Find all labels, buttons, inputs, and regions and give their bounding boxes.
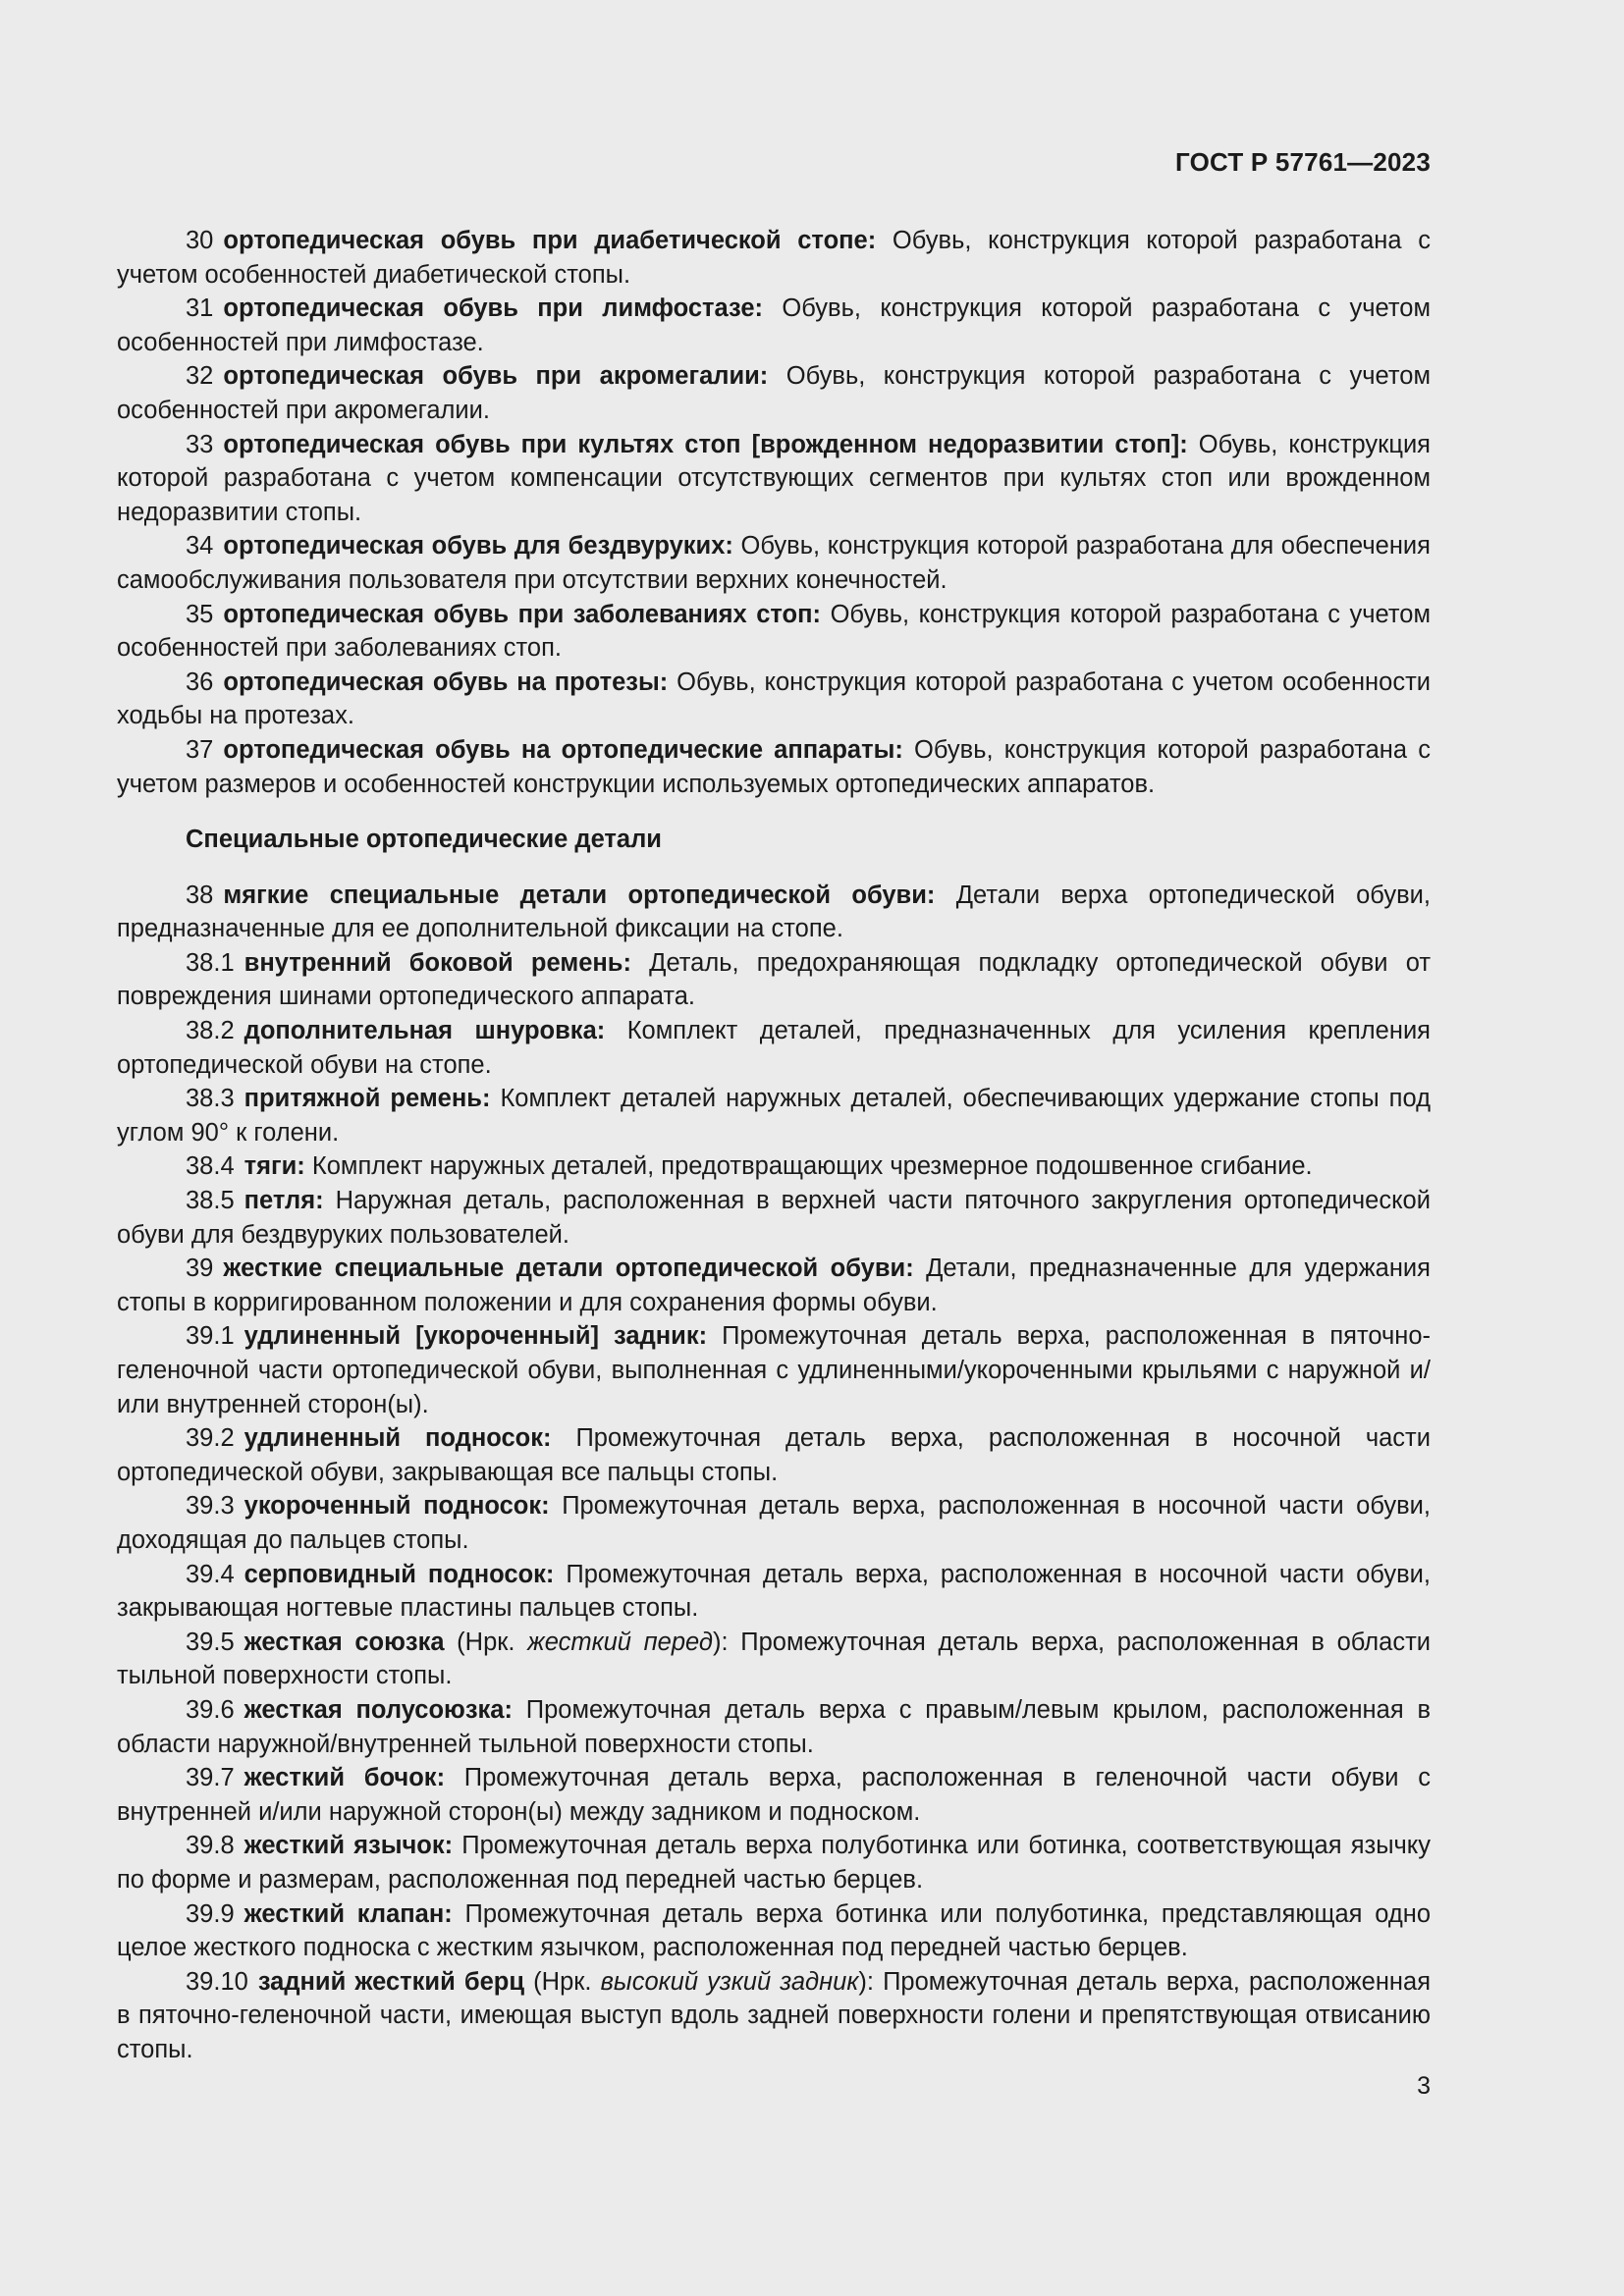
entry-number: 39.2: [186, 1424, 235, 1453]
definition-entry: [117, 1082, 1431, 1149]
entry-number: 37: [186, 735, 214, 764]
term: ортопедическая обувь на ортопедические аппараты:: [223, 735, 903, 764]
term: жесткая полусоюзка:: [244, 1695, 513, 1724]
entry-number: 38.3: [186, 1085, 235, 1113]
synonym-prefix: (Нрк.: [524, 1967, 601, 1996]
term: удлиненный [укороченный] задник:: [244, 1322, 708, 1351]
definition-text: Обувь, конструкция которой разработана с учетом особенности ходьбы на протезах.: [117, 667, 1431, 730]
definition-entry: [117, 1693, 1431, 1761]
term: ортопедическая обувь при акромегалии:: [223, 362, 769, 391]
entry-number: 39.6: [186, 1695, 235, 1724]
not-recommended-synonym: жесткий перед: [527, 1628, 714, 1656]
definitions-list-general: [117, 224, 1431, 801]
term: ортопедическая обувь на протезы:: [223, 667, 669, 696]
definition-entry: [117, 1965, 1431, 2067]
definition-text: ): Промежуточная деталь верха, расположенная в области тыльной поверхности стопы.: [117, 1628, 1432, 1690]
definition-entry: [117, 1489, 1431, 1557]
definition-text: Деталь, предохраняющая подкладку ортопедической обуви от повреждения шинами ортопедического аппарата.: [117, 948, 1432, 1011]
definition-text: Комплект деталей наружных деталей, обеспечивающих удержание стопы под углом 90° к голени.: [117, 1085, 1431, 1147]
definition-text: Обувь, конструкция которой разработана с учетом особенностей при лимфостазе.: [117, 294, 1431, 356]
term: ортопедическая обувь при диабетической стопе:: [223, 227, 877, 254]
definition-text: ): Промежуточная деталь верха, расположенная в пяточно-геленочной части, имеющая выступ вдоль задней поверхности голени и препятствующая отвисанию стопы.: [117, 1967, 1432, 2063]
definition-entry: [117, 946, 1431, 1014]
definition-text: Детали, предназначенные для удержания стопы в корригированном положении и для сохранения формы обуви.: [117, 1255, 1431, 1316]
definition-entry: [117, 529, 1431, 597]
definition-text: Промежуточная деталь верха полуботинка или ботинка, соответствующая язычку по форме и размерам, расположенная под передней частью берцев.: [117, 1832, 1431, 1894]
entry-number: 33: [186, 430, 214, 458]
section-heading: Специальные ортопедические детали: [186, 826, 662, 854]
definition-entry: [117, 1014, 1431, 1082]
term: жесткие специальные детали ортопедической обуви:: [223, 1255, 914, 1283]
definition-text: Промежуточная деталь верха, расположенная в носочной части ортопедической обуви, закрывающая все пальцы стопы.: [117, 1424, 1431, 1486]
entry-number: 39: [186, 1255, 214, 1283]
definition-entry: [117, 598, 1431, 666]
entry-number: 35: [186, 600, 214, 628]
definition-text: Промежуточная деталь верха, расположенная в пяточно-геленочной части ортопедической обуви, выполненная с удлиненными/укороченными крыльями с наружной и/или внутренней сторон(ы).: [117, 1322, 1431, 1418]
entry-number: 31: [186, 294, 214, 323]
entry-number: 39.10: [186, 1967, 248, 1996]
term: ортопедическая обувь при культях стоп [врожденном недоразвитии стоп]:: [223, 430, 1188, 458]
term: удлиненный подносок:: [244, 1424, 552, 1453]
definition-entry: [117, 1319, 1431, 1421]
definition-entry: [117, 1421, 1431, 1489]
definition-text: Обувь, конструкция которой разработана с учетом особенностей при акромегалии.: [117, 362, 1431, 424]
term: ортопедическая обувь для бездвуруких:: [223, 532, 733, 561]
entry-number: 39.5: [186, 1628, 235, 1656]
definition-text: Промежуточная деталь верха с правым/левым крылом, расположенная в области наружной/внутренней тыльной поверхности стопы.: [117, 1695, 1431, 1758]
entry-number: 38.4: [186, 1152, 235, 1181]
definition-text: Обувь, конструкция которой разработана с учетом компенсации отсутствующих сегментов при культях стоп или врожденном недоразвитии стопы.: [117, 430, 1431, 526]
term: притяжной ремень:: [244, 1085, 491, 1113]
term: задний жесткий берц: [257, 1967, 525, 1996]
definition-text: Промежуточная деталь верха, расположенная в носочной части обуви, доходящая до пальцев стопы.: [117, 1492, 1431, 1554]
document-body: [117, 224, 1431, 2066]
entry-number: 39.8: [186, 1832, 235, 1860]
entry-number: 39.4: [186, 1560, 235, 1588]
definition-text: Обувь, конструкция которой разработана с учетом особенностей диабетической стопы.: [117, 227, 1431, 289]
term: жесткий бочок:: [244, 1764, 446, 1792]
term: ортопедическая обувь при заболеваниях стоп:: [223, 600, 822, 628]
definition-entry: [117, 1184, 1431, 1252]
term: жесткий клапан:: [244, 1899, 453, 1928]
term: мягкие специальные детали ортопедической обуви:: [223, 881, 936, 909]
definition-entry: [117, 879, 1431, 946]
term: жесткая союзка: [244, 1628, 445, 1656]
term: дополнительная шнуровка:: [244, 1017, 606, 1045]
entry-number: 38.2: [186, 1017, 235, 1045]
definition-text: Обувь, конструкция которой разработана с учетом особенностей при заболеваниях стоп.: [117, 600, 1431, 663]
term: петля:: [244, 1187, 324, 1215]
entry-number: 39.7: [186, 1764, 235, 1792]
definition-text: Промежуточная деталь верха, расположенная в носочной части обуви, закрывающая ногтевые пластины пальцев стопы.: [117, 1560, 1431, 1623]
term: серповидный подносок:: [244, 1560, 555, 1588]
entry-number: 39.3: [186, 1492, 235, 1521]
page-number: 3: [1417, 2072, 1431, 2100]
definitions-list-special-parts: [117, 879, 1431, 2067]
term: тяги:: [244, 1152, 305, 1181]
definition-entry: [117, 1558, 1431, 1626]
definition-text: Промежуточная деталь верха ботинка или полуботинка, представляющая одно целое жесткого подноска с жестким язычком, расположенная под передней частью берцев.: [117, 1899, 1432, 1962]
entry-number: 38: [186, 881, 214, 909]
definition-text: Детали верха ортопедической обуви, предназначенные для ее дополнительной фиксации на стопе.: [117, 881, 1431, 943]
term: ортопедическая обувь при лимфостазе:: [223, 294, 764, 323]
definition-entry: [117, 1897, 1431, 1965]
term: жесткий язычок:: [244, 1832, 454, 1860]
definition-text: Обувь, конструкция которой разработана с учетом размеров и особенностей конструкции используемых ортопедических аппаратов.: [117, 735, 1431, 798]
definition-entry: [117, 1761, 1431, 1829]
definition-entry: [117, 224, 1431, 292]
not-recommended-synonym: высокий узкий задник: [600, 1967, 859, 1996]
standard-designation: ГОСТ Р 57761—2023: [1175, 147, 1431, 177]
definition-entry: [117, 1252, 1431, 1319]
definition-entry: [117, 292, 1431, 359]
entry-number: 32: [186, 362, 214, 391]
entry-number: 38.5: [186, 1187, 235, 1215]
entry-number: 30: [186, 227, 214, 254]
term: укороченный подносок:: [244, 1492, 550, 1521]
synonym-prefix: (Нрк.: [444, 1628, 528, 1656]
definition-entry: [117, 1149, 1431, 1184]
definition-text: Комплект наружных деталей, предотвращающих чрезмерное подошвенное сгибание.: [311, 1152, 1313, 1181]
definition-text: Промежуточная деталь верха, расположенная в геленочной части обуви с внутренней и/или наружной сторон(ы) между задником и подноском.: [117, 1764, 1431, 1826]
definition-text: Наружная деталь, расположенная в верхней части пяточного закругления ортопедической обуви для бездвуруких пользователей.: [117, 1187, 1431, 1249]
definition-entry: [117, 733, 1431, 801]
definition-entry: [117, 428, 1431, 530]
definition-entry: [117, 1829, 1431, 1896]
definition-entry: [117, 666, 1431, 733]
entry-number: 36: [186, 667, 214, 696]
entry-number: 39.1: [186, 1322, 235, 1351]
entry-number: 34: [186, 532, 214, 561]
definition-text: Обувь, конструкция которой разработана для обеспечения самообслуживания пользователя при отсутствии верхних конечностей.: [117, 532, 1431, 594]
definition-entry: [117, 359, 1431, 427]
entry-number: 39.9: [186, 1899, 235, 1928]
entry-number: 38.1: [186, 948, 235, 977]
term: внутренний боковой ремень:: [244, 948, 631, 977]
definition-text: Комплект деталей, предназначенных для усиления крепления ортопедической обуви на стопе.: [117, 1017, 1431, 1079]
definition-entry: [117, 1626, 1431, 1693]
